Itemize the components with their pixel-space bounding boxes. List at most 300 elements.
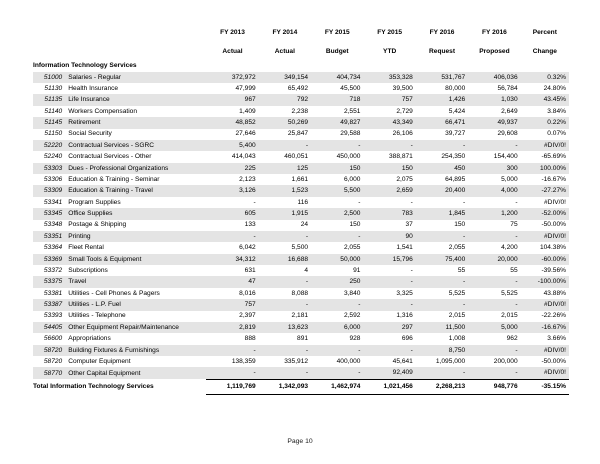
cell-fy2013-actual: - — [253, 198, 256, 206]
total-fy2015-budget: 1,462,974 — [311, 379, 363, 394]
cell-fy2016-proposed: 1,030 — [468, 94, 520, 105]
account-number: 53303 — [33, 163, 65, 174]
cell-fy2013-actual: 133 — [244, 221, 256, 229]
cell-fy2015-ytd: 783 — [363, 208, 415, 219]
table-rows-body — [33, 72, 569, 380]
cell-fy2014-actual: 24 — [300, 221, 309, 229]
cell-percent-change: -16.67% — [521, 322, 569, 333]
table-row — [33, 356, 569, 367]
table-row — [33, 276, 569, 287]
cell-fy2015-budget: 91 — [353, 266, 361, 274]
cell-fy2015-budget: 2,055 — [343, 244, 361, 252]
account-number: 52220 — [33, 140, 65, 151]
cell-fy2016-request: - — [416, 276, 468, 287]
cell-fy2013-actual: 631 — [244, 266, 256, 274]
table-row — [33, 333, 569, 344]
cell-percent-change: -39.56% — [541, 266, 566, 274]
cell-fy2016-request: 11,500 — [416, 322, 468, 333]
cell-fy2014-actual: 65,492 — [287, 84, 309, 92]
cell-percent-change: 100.00% — [521, 163, 569, 174]
account-number: 51000 — [33, 72, 65, 83]
table-row — [33, 322, 569, 333]
account-number: 53348 — [43, 221, 63, 229]
cell-fy2016-proposed: 49,937 — [468, 117, 520, 128]
table-row — [33, 367, 569, 379]
cell-fy2015-budget: 6,000 — [343, 175, 361, 183]
column-header-fy2016-request — [416, 18, 468, 59]
cell-fy2015-ytd: 297 — [363, 322, 415, 333]
account-number: 51145 — [33, 117, 65, 128]
cell-fy2013-actual: 757 — [206, 299, 258, 310]
cell-fy2016-proposed: - — [468, 367, 520, 379]
section-heading-row — [33, 59, 569, 71]
account-number: 53387 — [33, 299, 65, 310]
account-description: Small Tools & Equipment — [65, 254, 206, 265]
cell-fy2015-ytd: 150 — [363, 163, 415, 174]
cell-fy2015-budget: - — [311, 367, 363, 379]
cell-fy2013-actual: 138,359 — [231, 357, 256, 365]
page-footer: Page 10 — [287, 438, 313, 445]
cell-fy2014-actual: - — [259, 345, 311, 356]
account-number: 53306 — [43, 175, 63, 183]
account-description: Education & Training - Travel — [65, 185, 206, 196]
cell-fy2013-actual: 34,312 — [206, 254, 258, 265]
table-row — [33, 345, 569, 356]
cell-fy2016-request: 55 — [457, 266, 466, 274]
cell-percent-change: 3.66% — [547, 335, 566, 343]
cell-fy2016-proposed: 300 — [468, 163, 520, 174]
account-description: Education & Training - Seminar — [68, 175, 160, 183]
cell-fy2014-actual: 125 — [259, 163, 311, 174]
total-fy2013-actual: 1,119,769 — [206, 379, 258, 394]
cell-fy2016-request: 5,525 — [448, 289, 466, 297]
account-description: Subscriptions — [68, 266, 108, 274]
section-title: Information Technology Services — [33, 61, 137, 69]
cell-fy2015-budget: 928 — [349, 335, 361, 343]
cell-fy2016-request: - — [416, 231, 468, 242]
account-number: 53351 — [33, 231, 65, 242]
table-row — [33, 288, 569, 299]
account-number: 52240 — [43, 153, 63, 161]
cell-fy2016-request: 1,008 — [448, 335, 466, 343]
cell-percent-change: -100.00% — [521, 276, 569, 287]
cell-fy2016-request: 1,845 — [416, 208, 468, 219]
cell-fy2013-actual: - — [206, 231, 258, 242]
cell-percent-change: 104.38% — [539, 244, 566, 252]
cell-fy2015-budget: 2,592 — [343, 312, 361, 320]
cell-fy2016-proposed: 4,200 — [501, 244, 518, 252]
account-description: Program Supplies — [68, 198, 121, 206]
cell-percent-change: 24.80% — [543, 84, 566, 92]
account-description: Fleet Rental — [68, 244, 104, 252]
cell-percent-change: -16.67% — [541, 175, 566, 183]
table-row — [33, 174, 569, 185]
table-row — [33, 208, 569, 219]
column-header-line1: FY 2014 — [272, 28, 298, 36]
cell-fy2016-request: 450 — [416, 163, 468, 174]
cell-fy2013-actual: 6,042 — [239, 244, 256, 252]
cell-fy2016-request: 75,400 — [416, 254, 468, 265]
column-header-line1: FY 2015 — [377, 28, 403, 36]
cell-fy2016-request: 39,727 — [445, 130, 466, 138]
cell-fy2016-proposed: - — [515, 198, 518, 206]
cell-fy2016-request: 150 — [454, 221, 466, 229]
cell-fy2015-ytd: 388,871 — [389, 153, 413, 161]
cell-fy2015-ytd: 3,325 — [396, 289, 413, 297]
column-header-fy2015-budget — [311, 18, 363, 59]
account-number: 58720 — [43, 357, 63, 365]
cell-percent-change: -50.00% — [541, 357, 566, 365]
cell-fy2014-actual: - — [259, 299, 311, 310]
cell-fy2014-actual: - — [259, 367, 311, 379]
cell-percent-change: #DIV/0! — [544, 198, 566, 206]
cell-fy2016-request: - — [416, 367, 468, 379]
cell-fy2016-proposed: - — [468, 140, 520, 151]
cell-fy2015-ytd: 26,106 — [392, 130, 413, 138]
cell-fy2015-ytd: 92,409 — [363, 367, 415, 379]
cell-fy2014-actual: 1,523 — [259, 185, 311, 196]
cell-fy2015-ytd: 696 — [401, 335, 413, 343]
column-header-line1: FY 2016 — [429, 28, 455, 36]
cell-fy2016-proposed: 406,036 — [468, 72, 520, 83]
cell-fy2014-actual: 5,500 — [291, 244, 309, 252]
table-row — [33, 299, 569, 310]
cell-fy2015-budget: 718 — [311, 94, 363, 105]
cell-fy2016-request: 2,055 — [448, 244, 466, 252]
account-number: 51140 — [44, 107, 63, 115]
cell-percent-change: 43.45% — [521, 94, 569, 105]
column-header-description — [65, 18, 206, 59]
account-description: Postage & Shipping — [68, 221, 127, 229]
cell-fy2016-proposed: 75 — [510, 221, 518, 229]
account-description: Computer Equipment — [68, 357, 131, 365]
cell-fy2014-actual: - — [259, 276, 311, 287]
cell-fy2015-budget: 50,000 — [311, 254, 363, 265]
budget-table — [33, 18, 569, 395]
cell-fy2015-budget: 2,500 — [311, 208, 363, 219]
account-number: 53309 — [33, 185, 65, 196]
table-row — [33, 254, 569, 265]
cell-percent-change: -50.00% — [541, 221, 566, 229]
total-fy2016-proposed: 948,776 — [468, 379, 520, 394]
cell-fy2016-request: - — [416, 299, 468, 310]
column-header-fy2014-actual — [259, 18, 311, 59]
cell-fy2016-proposed: - — [468, 276, 520, 287]
cell-fy2015-budget: 400,000 — [336, 357, 361, 365]
cell-fy2015-ytd: 2,075 — [396, 175, 413, 183]
cell-fy2014-actual: - — [259, 231, 311, 242]
table-row — [33, 163, 569, 174]
cell-percent-change: -27.27% — [521, 185, 569, 196]
total-fy2014-actual: 1,342,093 — [259, 379, 311, 394]
cell-fy2014-actual: 16,688 — [259, 254, 311, 265]
cell-fy2016-proposed: - — [468, 231, 520, 242]
cell-fy2016-proposed: 2,015 — [501, 312, 518, 320]
cell-fy2013-actual: 414,043 — [231, 153, 256, 161]
account-number: 53381 — [43, 289, 63, 297]
cell-fy2016-request: 80,000 — [445, 84, 466, 92]
cell-fy2014-actual: 349,154 — [259, 72, 311, 83]
column-header-line1: Percent — [532, 28, 557, 36]
cell-fy2015-ytd: 2,729 — [396, 107, 413, 115]
cell-percent-change: 0.22% — [521, 117, 569, 128]
cell-fy2014-actual: 8,088 — [291, 289, 309, 297]
column-header-line1: FY 2013 — [220, 28, 245, 36]
cell-fy2014-actual: 50,269 — [259, 117, 311, 128]
account-description: Retirement — [65, 117, 206, 128]
column-header-line2: Budget — [325, 47, 349, 55]
cell-fy2015-ytd: 1,541 — [396, 244, 413, 252]
cell-fy2013-actual: 888 — [244, 335, 256, 343]
table-row — [33, 106, 569, 117]
cell-fy2015-ytd: - — [363, 140, 415, 151]
cell-fy2016-request: 1,426 — [416, 94, 468, 105]
account-number: 53375 — [33, 276, 65, 287]
cell-fy2016-request: 254,350 — [441, 153, 466, 161]
cell-fy2013-actual: 2,397 — [239, 312, 256, 320]
account-description: Office Supplies — [65, 208, 206, 219]
cell-fy2013-actual: 2,123 — [239, 175, 256, 183]
account-number: 53393 — [43, 312, 63, 320]
column-header-fy2016-proposed — [468, 18, 520, 59]
cell-fy2014-actual: 116 — [297, 198, 309, 206]
cell-fy2015-budget: - — [311, 231, 363, 242]
cell-fy2015-budget: 2,551 — [343, 107, 361, 115]
account-description: Utilities - Telephone — [68, 312, 126, 320]
cell-fy2014-actual: 792 — [259, 94, 311, 105]
cell-fy2016-proposed: 29,608 — [497, 130, 518, 138]
cell-fy2013-actual: 5,400 — [206, 140, 258, 151]
account-number: 51130 — [44, 84, 63, 92]
header-row — [33, 18, 569, 59]
table-row — [33, 242, 569, 253]
cell-fy2015-ytd: 353,328 — [363, 72, 415, 83]
cell-fy2015-budget: - — [311, 299, 363, 310]
total-row — [33, 379, 569, 394]
cell-fy2015-ytd: - — [410, 266, 413, 274]
account-description: Other Capital Equipment — [65, 367, 206, 379]
cell-fy2016-request: 8,750 — [416, 345, 468, 356]
cell-fy2014-actual: 1,661 — [291, 175, 309, 183]
column-header-line2: Proposed — [479, 47, 510, 55]
column-header-line2: Request — [429, 47, 456, 55]
account-number: 53345 — [33, 208, 65, 219]
column-header-fy2015-ytd — [363, 18, 415, 59]
account-number: 53341 — [43, 198, 63, 206]
cell-percent-change: 0.32% — [521, 72, 569, 83]
total-label: Total Information Technology Services — [33, 379, 206, 394]
cell-fy2013-actual: 48,852 — [206, 117, 258, 128]
cell-percent-change: #DIV/0! — [521, 345, 569, 356]
table-row — [33, 140, 569, 151]
account-description: Health Insurance — [68, 84, 119, 92]
account-description: Salaries - Regular — [65, 72, 206, 83]
cell-fy2014-actual: 1,915 — [259, 208, 311, 219]
cell-fy2016-proposed: - — [468, 299, 520, 310]
cell-fy2013-actual: 27,646 — [235, 130, 256, 138]
cell-fy2014-actual: 4 — [304, 266, 309, 274]
cell-fy2016-proposed: - — [468, 345, 520, 356]
cell-fy2015-budget: - — [358, 198, 361, 206]
table-header — [33, 18, 569, 59]
account-description: Utilities - L.P. Fuel — [65, 299, 206, 310]
cell-fy2014-actual: 2,238 — [291, 107, 309, 115]
cell-fy2014-actual: 25,847 — [287, 130, 309, 138]
cell-fy2014-actual: 13,623 — [259, 322, 311, 333]
cell-fy2016-proposed: 5,525 — [501, 289, 518, 297]
cell-fy2015-budget: 150 — [311, 163, 363, 174]
cell-fy2016-request: 5,424 — [448, 107, 466, 115]
cell-fy2015-ytd: 37 — [405, 221, 413, 229]
cell-fy2013-actual: 372,972 — [206, 72, 258, 83]
account-description: Contractual Services - Other — [68, 153, 152, 161]
account-number: 51150 — [44, 130, 63, 138]
column-header-line2: Change — [532, 47, 557, 55]
cell-fy2016-request: 2,015 — [448, 312, 466, 320]
cell-fy2013-actual: 47 — [206, 276, 258, 287]
cell-fy2013-actual: 225 — [206, 163, 258, 174]
cell-fy2015-budget: 450,000 — [336, 153, 361, 161]
account-description: Workers Compensation — [68, 107, 138, 115]
account-description: Utilities - Cell Phones & Pagers — [68, 289, 160, 297]
account-description: Other Equipment Repair/Maintenance — [65, 322, 206, 333]
cell-fy2013-actual: - — [206, 345, 258, 356]
cell-fy2016-proposed: 962 — [506, 335, 518, 343]
cell-percent-change: -60.00% — [521, 254, 569, 265]
cell-fy2016-proposed: 200,000 — [493, 357, 518, 365]
account-number: 53364 — [43, 244, 63, 252]
column-header-percent-change — [521, 18, 569, 59]
table-row — [33, 117, 569, 128]
cell-fy2016-request: - — [416, 140, 468, 151]
cell-fy2015-budget: 404,734 — [311, 72, 363, 83]
cell-fy2015-ytd: - — [363, 299, 415, 310]
cell-percent-change: -22.26% — [541, 312, 566, 320]
account-description: Building Fixtures & Furnishings — [65, 345, 206, 356]
account-description: Life Insurance — [65, 94, 206, 105]
cell-percent-change: #DIV/0! — [521, 231, 569, 242]
account-description: Printing — [65, 231, 206, 242]
cell-fy2016-proposed: 55 — [510, 266, 518, 274]
cell-fy2016-request: - — [463, 198, 466, 206]
account-description: Travel — [65, 276, 206, 287]
cell-fy2016-proposed: 1,200 — [468, 208, 520, 219]
table-row — [33, 197, 569, 208]
cell-fy2015-ytd: - — [363, 276, 415, 287]
cell-fy2014-actual: 460,051 — [284, 153, 309, 161]
cell-fy2016-proposed: 20,000 — [468, 254, 520, 265]
cell-fy2015-budget: 250 — [311, 276, 363, 287]
column-header-line2: YTD — [383, 47, 397, 55]
cell-fy2013-actual: - — [206, 367, 258, 379]
cell-fy2016-proposed: 154,400 — [493, 153, 518, 161]
account-number: 53372 — [43, 266, 63, 274]
table-row — [33, 94, 569, 105]
table-row — [33, 151, 569, 162]
total-fy2016-request: 2,268,213 — [416, 379, 468, 394]
table-row — [33, 311, 569, 322]
cell-fy2015-budget: 49,827 — [311, 117, 363, 128]
account-number: 56600 — [43, 335, 63, 343]
cell-fy2014-actual: 2,181 — [291, 312, 309, 320]
cell-fy2014-actual: - — [259, 140, 311, 151]
table-row — [33, 220, 569, 231]
cell-fy2013-actual: 47,999 — [235, 84, 256, 92]
cell-percent-change: #DIV/0! — [521, 140, 569, 151]
cell-fy2013-actual: 1,409 — [239, 107, 256, 115]
cell-fy2016-request: 64,895 — [445, 175, 466, 183]
cell-fy2014-actual: 891 — [297, 335, 309, 343]
cell-fy2015-ytd: 45,641 — [392, 357, 413, 365]
column-header-line2: Actual — [274, 47, 295, 55]
cell-fy2014-actual: 335,912 — [284, 357, 309, 365]
cell-fy2016-proposed: 2,649 — [501, 107, 518, 115]
cell-fy2015-budget: 6,000 — [311, 322, 363, 333]
cell-percent-change: -65.69% — [541, 153, 566, 161]
table-row — [33, 185, 569, 196]
cell-fy2016-proposed: 5,000 — [468, 322, 520, 333]
account-description: Social Security — [68, 130, 112, 138]
cell-fy2015-budget: 5,500 — [311, 185, 363, 196]
table-row — [33, 72, 569, 83]
cell-fy2015-budget: 3,840 — [343, 289, 361, 297]
cell-percent-change: 0.07% — [547, 130, 566, 138]
cell-fy2015-budget: - — [311, 140, 363, 151]
cell-percent-change: #DIV/0! — [521, 299, 569, 310]
cell-percent-change: 43.88% — [543, 289, 566, 297]
cell-fy2015-ytd: 39,500 — [392, 84, 413, 92]
cell-fy2015-ytd: 90 — [363, 231, 415, 242]
cell-fy2013-actual: 3,126 — [206, 185, 258, 196]
cell-fy2015-budget: 45,500 — [340, 84, 361, 92]
column-header-line1: FY 2015 — [324, 28, 350, 36]
cell-percent-change: 3.84% — [547, 107, 566, 115]
table-row — [33, 129, 569, 140]
cell-fy2016-proposed: 56,784 — [497, 84, 518, 92]
account-description: Dues - Professional Organizations — [65, 163, 206, 174]
column-header-line2: Actual — [222, 47, 243, 55]
cell-fy2015-ytd: - — [363, 345, 415, 356]
total-percent-change: -35.15% — [521, 379, 569, 394]
column-header-line1: FY 2016 — [482, 28, 507, 36]
cell-fy2013-actual: 605 — [206, 208, 258, 219]
table-row — [33, 265, 569, 276]
account-number: 51135 — [33, 94, 65, 105]
account-number: 58770 — [33, 367, 65, 379]
cell-fy2013-actual: 8,016 — [239, 289, 256, 297]
cell-fy2015-ytd: 15,796 — [363, 254, 415, 265]
cell-fy2015-budget: 150 — [349, 221, 361, 229]
column-header-account — [33, 18, 65, 59]
column-header-fy2013-actual — [206, 18, 258, 59]
cell-fy2015-ytd: 43,349 — [363, 117, 415, 128]
cell-fy2013-actual: 967 — [206, 94, 258, 105]
account-number: 54405 — [33, 322, 65, 333]
cell-fy2016-proposed: 4,000 — [468, 185, 520, 196]
cell-fy2015-budget: 29,588 — [340, 130, 361, 138]
account-number: 58720 — [33, 345, 65, 356]
table-row — [33, 83, 569, 94]
cell-fy2016-request: 531,767 — [416, 72, 468, 83]
table-footer — [33, 379, 569, 394]
cell-fy2015-ytd: 1,316 — [396, 312, 413, 320]
cell-fy2015-ytd: 2,659 — [363, 185, 415, 196]
cell-percent-change: #DIV/0! — [521, 367, 569, 379]
cell-fy2016-proposed: 5,000 — [501, 175, 518, 183]
cell-fy2016-request: 1,095,000 — [435, 357, 466, 365]
table-row — [33, 231, 569, 242]
account-number: 53369 — [33, 254, 65, 265]
